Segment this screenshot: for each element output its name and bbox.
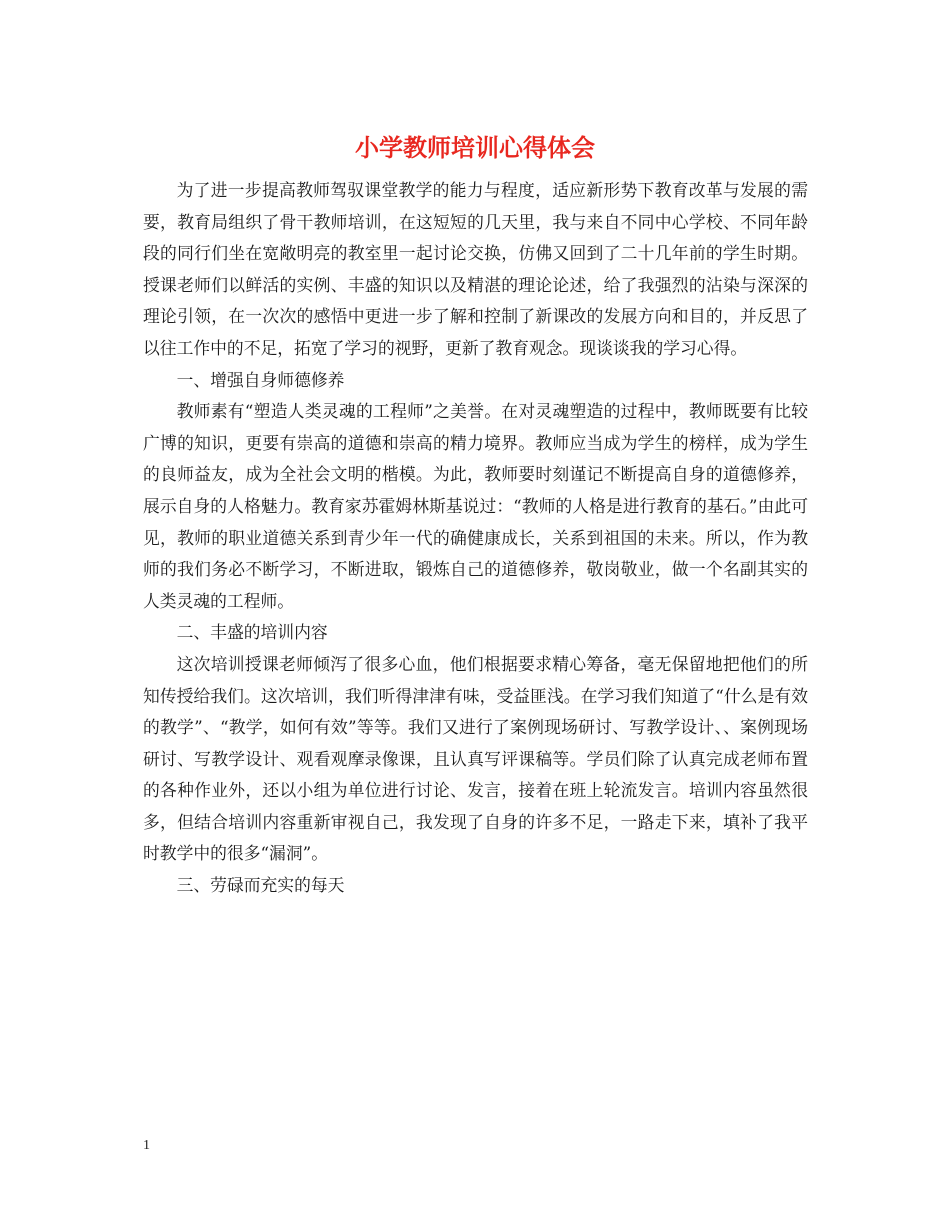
page-number: 1: [143, 1138, 150, 1153]
document-title: 小学教师培训心得体会: [355, 133, 595, 162]
paragraph-section-2: 这次培训授课老师倾泻了很多心血，他们根据要求精心筹备，毫无保留地把他们的所知传授给我们。这次培训，我们听得津津有味，受益匪浅。在学习我们知道了“什么是有效的教学”、“教学，如何有效”等等。我们又进行了案例现场研讨、写教学设计、、案例现场研讨、写教学设计、观看观摩录像课，且认真写评课稿等。学员们除了认真完成老师布置的各种作业外，还以小组为单位进行讨论、发言，接着在班上轮流发言。培训内容虽然很多，但结合培训内容重新审视自己，我发现了自身的许多不足，一路走下来，填补了我平时教学中的很多“漏洞”。: [143, 653, 808, 864]
section-heading-1: 一、增强自身师德修养: [176, 369, 345, 390]
document-body: [143, 175, 808, 902]
section-heading-2: 二、丰盛的培训内容: [176, 622, 328, 643]
section-heading-3: 三、劳碌而充实的每天: [176, 875, 345, 896]
paragraph-section-1: 教师素有“塑造人类灵魂的工程师”之美誉。在对灵魂塑造的过程中，教师既要有比较广博的知识，更要有崇高的道德和崇高的精力境界。教师应当成为学生的榜样，成为学生的良师益友，成为全社会文明的楷模。为此，教师要时刻谨记不断提高自身的道德修养，展示自身的人格魅力。教育家苏霍姆林斯基说过：“教师的人格是进行教育的基石。”由此可见，教师的职业道德关系到青少年一代的确健康成长，关系到祖国的未来。所以，作为教师的我们务必不断学习，不断进取，锻炼自己的道德修养，敬岗敬业，做一个名副其实的人类灵魂的工程师。: [143, 401, 808, 611]
paragraph-intro: 为了进一步提高教师驾驭课堂教学的能力与程度，适应新形势下教育改革与发展的需要，教育局组织了骨干教师培训，在这短短的几天里，我与来自不同中心学校、不同年龄段的同行们坐在宽敞明亮的教室里一起讨论交换，仿佛又回到了二十几年前的学生时期。授课老师们以鲜活的实例、丰盛的知识以及精湛的理论论述，给了我强烈的沾染与深深的理论引领，在一次次的感悟中更进一步了解和控制了新课改的发展方向和目的，并反思了以往工作中的不足，拓宽了学习的视野，更新了教育观念。现谈谈我的学习心得。: [143, 180, 808, 358]
